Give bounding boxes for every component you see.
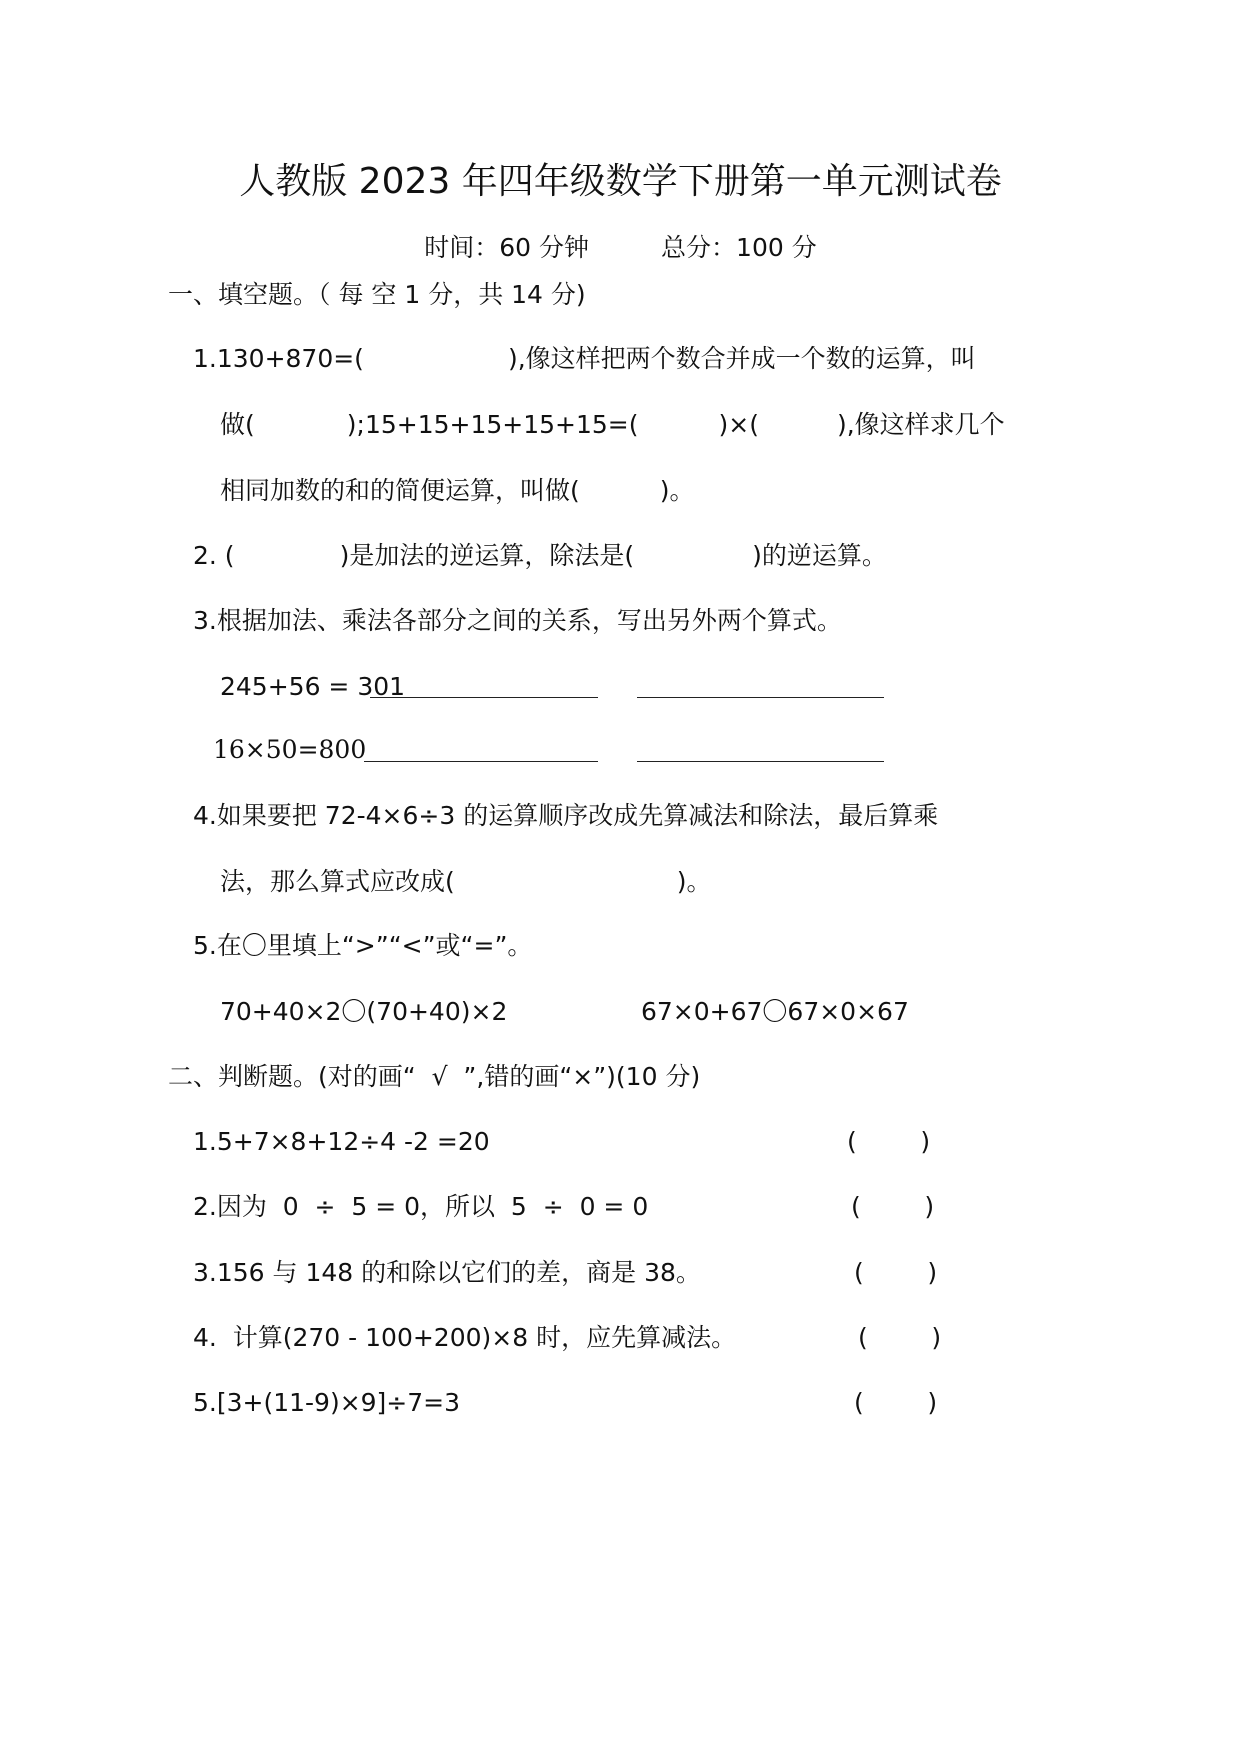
answer-line[interactable] <box>370 697 598 698</box>
q1-text-f: ),像这样求几个 <box>836 410 1005 439</box>
answer-parentheses[interactable]: ( ) <box>847 1127 931 1156</box>
q4-text-a: 法，那么算式应改成( <box>220 867 455 896</box>
q1-text-c: 做( <box>220 410 255 439</box>
q1-text-d: );15+15+15+15+15=( <box>346 410 639 439</box>
q2-text-a: 2. ( <box>193 541 235 570</box>
judge-item-1: 1.5+7×8+12÷4 -2 =20 <box>193 1127 490 1156</box>
score-info: 总分：100 分 <box>661 233 817 262</box>
q1-text-b: ),像这样把两个数合并成一个数的运算，叫 <box>507 344 976 373</box>
q3: 3.根据加法、乘法各部分之间的关系，写出另外两个算式。 <box>193 606 842 635</box>
q4-line1: 4.如果要把 72-4×6÷3 的运算顺序改成先算减法和除法，最后算乘 <box>193 801 939 830</box>
q4-text-b: )。 <box>676 867 712 896</box>
q1-line1 <box>193 343 976 375</box>
q1-text-e: )×( <box>718 410 759 439</box>
q1-text-h: )。 <box>659 476 695 505</box>
judge-item-4: 4. 计算(270 - 100+200)×8 时，应先算减法。 <box>193 1323 737 1352</box>
q5-expression-1: 70+40×2〇(70+40)×2 <box>220 997 508 1026</box>
q1-text-a: 1.130+870=( <box>193 344 364 373</box>
q5: 5.在〇里填上“>”“<”或“=”。 <box>193 931 533 960</box>
q2 <box>193 540 887 572</box>
answer-line[interactable] <box>364 761 598 762</box>
judge-item-5: 5.[3+(11-9)×9]÷7=3 <box>193 1388 461 1417</box>
q2-text-b: )是加法的逆运算，除法是( <box>339 541 635 570</box>
judge-item-2: 2.因为 0 ÷ 5 = 0，所以 5 ÷ 0 = 0 <box>193 1192 649 1221</box>
section2-heading: 二、判断题。(对的画“ √ ”,错的画“×”)(10 分) <box>168 1062 701 1091</box>
answer-parentheses[interactable]: ( ) <box>851 1192 935 1221</box>
q4-line2 <box>220 866 712 898</box>
answer-line[interactable] <box>637 761 884 762</box>
q5-expression-2: 67×0+67〇67×0×67 <box>641 997 909 1026</box>
page-title: 人教版 2023 年四年级数学下册第一单元测试卷 <box>239 161 1002 202</box>
exam-meta <box>0 232 1241 264</box>
answer-parentheses[interactable]: ( ) <box>854 1388 938 1417</box>
q3-equation-1: 245+56 = 301 <box>220 672 406 701</box>
q1-text-g: 相同加数的和的简便运算，叫做( <box>220 476 580 505</box>
q2-text-c: )的逆运算。 <box>752 541 887 570</box>
q3-equation-2: 16×50=800 <box>213 735 367 764</box>
answer-parentheses[interactable]: ( ) <box>854 1258 938 1287</box>
answer-line[interactable] <box>637 697 884 698</box>
section1-heading: 一、填空题。（ 每 空 1 分，共 14 分) <box>168 280 586 309</box>
q1-line3 <box>220 475 695 507</box>
time-info: 时间：60 分钟 <box>424 233 590 262</box>
answer-parentheses[interactable]: ( ) <box>858 1323 942 1352</box>
judge-item-3: 3.156 与 148 的和除以它们的差，商是 38。 <box>193 1258 701 1287</box>
q1-line2 <box>220 409 1005 441</box>
